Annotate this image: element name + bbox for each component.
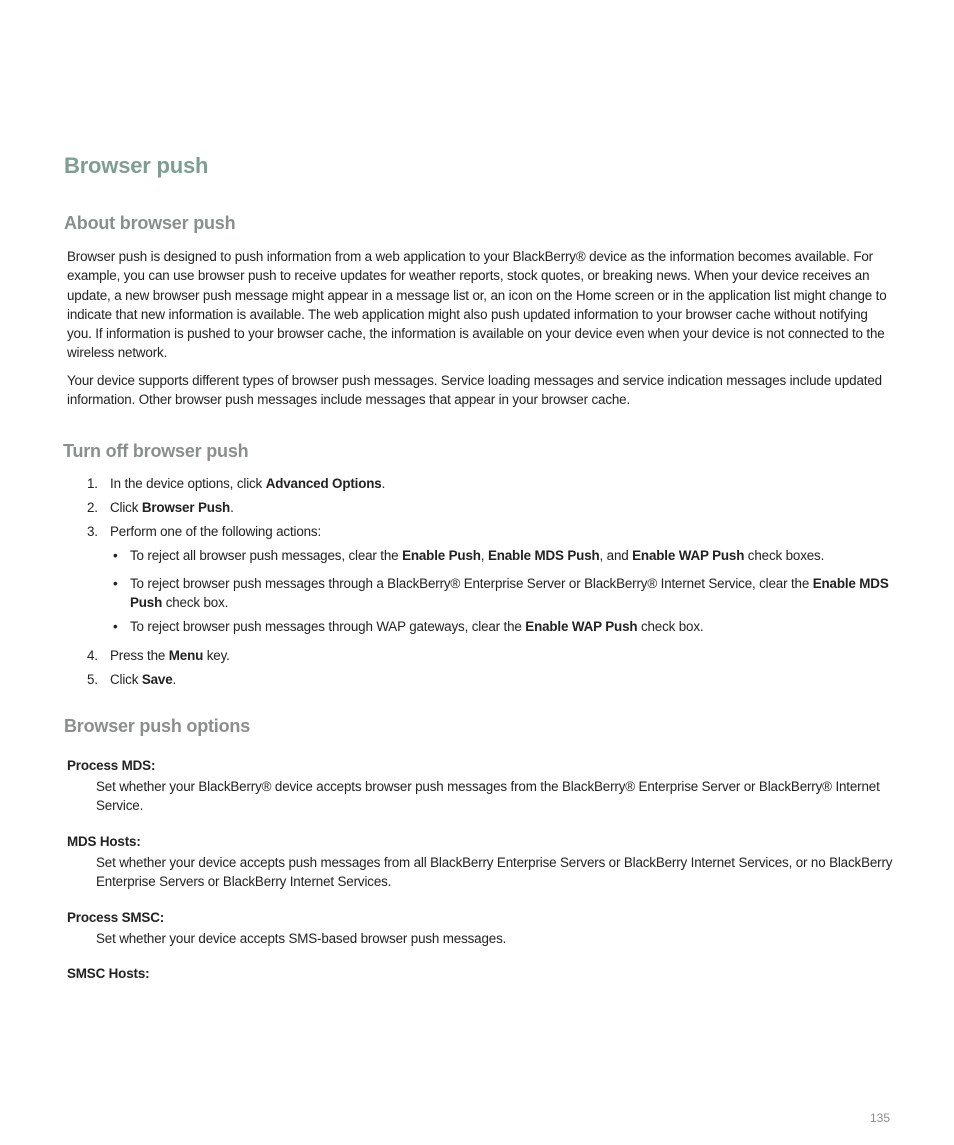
step-text: Click bbox=[110, 672, 142, 687]
bullet-text: , and bbox=[599, 548, 633, 563]
step-number: 4. bbox=[87, 648, 98, 663]
ui-label-browser-push: Browser Push bbox=[141, 500, 231, 515]
bullet-item-1 bbox=[113, 546, 893, 565]
ui-label-enable-mds-push: Enable MDS Push bbox=[487, 548, 600, 563]
bullet-dot: • bbox=[113, 576, 118, 591]
option-term-process-mds: Process MDS: bbox=[67, 758, 156, 773]
step-4 bbox=[87, 646, 230, 665]
bullet-text: To reject browser push messages through a BlackBerry® Enterprise Server or BlackBerry® Internet Service, clear the bbox=[130, 576, 813, 591]
step-text: Press the bbox=[110, 648, 169, 663]
bullet-dot: • bbox=[113, 619, 118, 634]
option-term-process-smsc: Process SMSC: bbox=[67, 910, 165, 925]
step-number: 5. bbox=[87, 672, 98, 687]
option-definition-mds-hosts: Set whether your device accepts push messages from all BlackBerry Enterprise Servers or BlackBerry Internet Services, or no BlackBerry Enterprise Servers or BlackBerry Internet Services. bbox=[96, 855, 893, 890]
bullet-text: To reject all browser push messages, clear the bbox=[130, 548, 403, 563]
bullet-text: To reject browser push messages through WAP gateways, clear the bbox=[130, 619, 526, 634]
step-text-end: . bbox=[172, 672, 177, 687]
option-term-smsc-hosts: SMSC Hosts: bbox=[67, 966, 150, 981]
step-number: 1. bbox=[87, 476, 98, 491]
step-number: 2. bbox=[87, 500, 98, 515]
bullet-item-2 bbox=[113, 574, 893, 612]
ui-label-save: Save bbox=[141, 672, 173, 687]
section-heading-about: About browser push bbox=[64, 213, 236, 233]
bullet-dot: • bbox=[113, 548, 118, 563]
bullet-text: check box. bbox=[162, 595, 229, 610]
bullet-text: check boxes. bbox=[744, 548, 825, 563]
step-text-end: . bbox=[381, 476, 386, 491]
step-text: Click bbox=[110, 500, 142, 515]
option-definition-process-smsc: Set whether your device accepts SMS-based browser push messages. bbox=[96, 931, 507, 946]
ui-label-enable-wap-push: Enable WAP Push bbox=[525, 619, 638, 634]
step-1 bbox=[87, 474, 385, 493]
ui-label-advanced-options: Advanced Options bbox=[265, 476, 382, 491]
ui-label-enable-push: Enable Push bbox=[402, 548, 481, 563]
step-5 bbox=[87, 670, 176, 689]
ui-label-enable-mds-push: Enable MDS Push bbox=[130, 576, 889, 610]
option-definition-process-mds: Set whether your BlackBerry® device accepts browser push messages from the BlackBerry® Enterprise Server or BlackBerry® Internet Service. bbox=[96, 779, 880, 814]
ui-label-enable-wap-push: Enable WAP Push bbox=[632, 548, 745, 563]
bullet-text: , bbox=[480, 548, 488, 563]
ui-label-menu: Menu bbox=[168, 648, 204, 663]
about-paragraph-2: Your device supports different types of browser push messages. Service loading messages and service indication messages include updated information. Other browser push messages include messages that appear in your browser cache. bbox=[67, 373, 882, 408]
step-text: Perform one of the following actions: bbox=[110, 524, 322, 539]
step-text-end: key. bbox=[203, 648, 230, 663]
about-paragraph-1: Browser push is designed to push information from a web application to your BlackBerry® device as the information becomes available. For example, you can use browser push to receive updates for weather reports, stock quotes, or breaking news. When your device receives an update, a new browser push message might appear in a message list or, an icon on the Home screen or in the application list might change to indicate that new information is available. The web application might also push updated information to your browser cache without notifying you. If information is pushed to your browser cache, the information is available on your device even when your device is not connected to the wireless network. bbox=[67, 249, 887, 361]
step-number: 3. bbox=[87, 524, 98, 539]
bullet-text: check box. bbox=[637, 619, 704, 634]
option-term-mds-hosts: MDS Hosts: bbox=[67, 834, 141, 849]
page-title: Browser push bbox=[64, 153, 209, 178]
page-number: 135 bbox=[869, 1111, 890, 1125]
step-text: In the device options, click bbox=[110, 476, 266, 491]
step-text-end: . bbox=[230, 500, 234, 515]
section-heading-turn-off: Turn off browser push bbox=[63, 441, 249, 461]
step-3 bbox=[87, 522, 321, 541]
section-heading-options: Browser push options bbox=[64, 716, 251, 736]
bullet-item-3 bbox=[113, 617, 893, 636]
step-2 bbox=[87, 498, 234, 517]
